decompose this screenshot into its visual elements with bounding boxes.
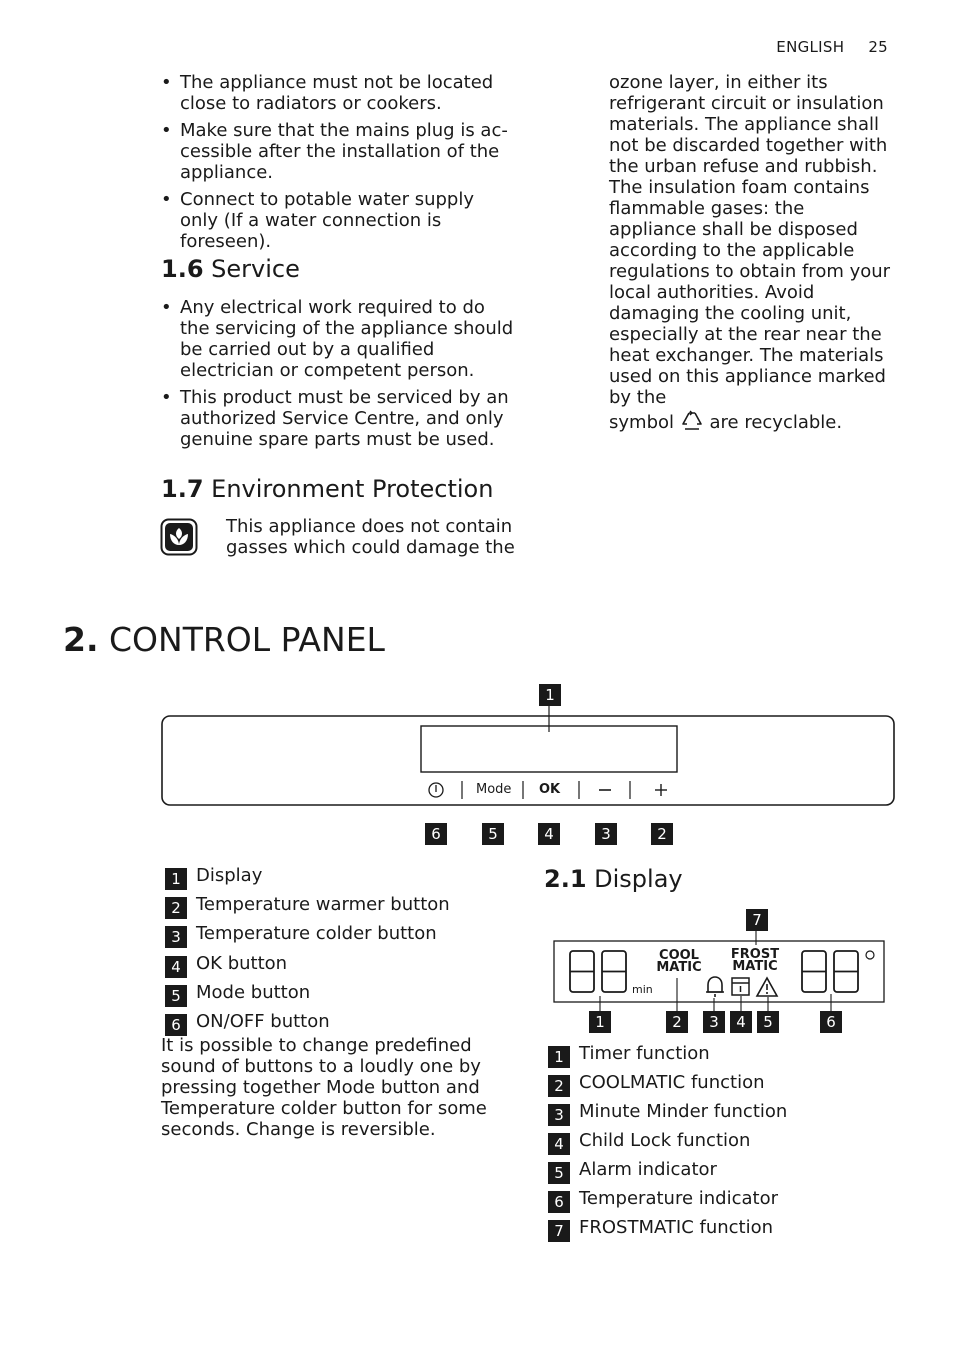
legend-number: 7	[548, 1220, 570, 1242]
legend-item	[165, 1011, 515, 1037]
page-header	[752, 38, 888, 56]
legend-item	[165, 923, 515, 949]
callout-badge: 2	[666, 1011, 688, 1033]
degree-icon	[866, 951, 874, 959]
min-label: min	[632, 983, 653, 996]
panel-display-window	[421, 726, 677, 772]
legend-item	[165, 894, 515, 920]
display-legend-item	[548, 1217, 898, 1243]
symbol-suffix: are recyclable.	[709, 412, 843, 433]
callout-badge: 2	[651, 823, 673, 845]
legend-number: 5	[548, 1162, 570, 1184]
callout-badge: 5	[482, 823, 504, 845]
display-heading-number: 2.1	[544, 865, 587, 893]
display-legend-item	[548, 1101, 898, 1127]
frostmatic-line2: MATIC	[732, 959, 778, 974]
legend-number: 2	[548, 1075, 570, 1097]
plus-icon	[655, 784, 667, 796]
callout-badge: 3	[595, 823, 617, 845]
callout-badge: 1	[539, 684, 561, 706]
coolmatic-line1: COOL	[659, 948, 699, 963]
recycling-paragraph: ozone layer, in either its refrigerant circuit or insulation materials. The appliance shall not be discarded together with the urban refuse and rubbish. The insulation foam contains flammable gases: the appliance shall be disposed according to the applicable regulations to obtain from your local authorities. Avoid damaging the cooling unit, especially at the rear near the heat exchanger. The materials used on this appliance marked by the	[609, 72, 891, 408]
power-icon	[429, 783, 443, 797]
frostmatic-line1: FROST	[730, 947, 780, 962]
legend-label: OK button	[196, 953, 288, 974]
callout-badge: 1	[589, 1011, 611, 1033]
callout-badge: 5	[757, 1011, 779, 1033]
legend-number: 6	[548, 1191, 570, 1213]
legend-label: Temperature colder button	[196, 923, 437, 944]
legend-item	[165, 953, 515, 979]
legend-item	[165, 982, 515, 1008]
environment-heading-number: 1.7	[161, 475, 204, 503]
display-legend-item	[548, 1072, 898, 1098]
environment-text: This appliance does not contain gasses which could damage the	[226, 516, 515, 558]
callout-badge: 3	[703, 1011, 725, 1033]
legend-number: 1	[165, 868, 187, 890]
timer-digits	[570, 951, 626, 992]
legend-number: 2	[165, 897, 187, 919]
bullet-item: • Any electrical work required to do the servicing of the appliance should be carried out by a qualified electrician or competent person.	[161, 297, 516, 381]
callout-lines	[600, 930, 831, 1011]
legend-label: Temperature warmer button	[196, 894, 450, 915]
alarm-icon	[757, 978, 777, 996]
legend-label: Temperature indicator	[579, 1188, 778, 1209]
environment-heading	[161, 475, 493, 503]
legend-number: 6	[165, 1014, 187, 1036]
legend-label: ON/OFF button	[196, 1011, 330, 1032]
legend-number: 3	[165, 926, 187, 948]
recycle-icon	[680, 410, 704, 432]
display-legend-item	[548, 1159, 898, 1185]
service-heading-title: Service	[211, 255, 300, 283]
service-heading	[161, 255, 300, 283]
legend-number: 3	[548, 1104, 570, 1126]
legend-item	[165, 865, 515, 891]
child-lock-icon	[732, 978, 749, 995]
service-heading-number: 1.6	[161, 255, 204, 283]
legend-label: Display	[196, 865, 263, 886]
display-legend-item	[548, 1130, 898, 1156]
symbol-prefix: symbol	[609, 412, 675, 433]
installation-bullets	[161, 72, 516, 258]
legend-number: 5	[165, 985, 187, 1007]
bullet-item: • Make sure that the mains plug is accessible after the installation of the appliance.	[161, 120, 516, 183]
legend-number: 4	[165, 956, 187, 978]
mode-button-label: Mode	[476, 782, 512, 797]
callout-badge: 6	[425, 823, 447, 845]
recycling-text	[609, 72, 897, 433]
sound-note: It is possible to change predefined sound of buttons to a loudly one by pressing together Mode button and Temperature colder button for some seconds. Change is reversible.	[161, 1035, 487, 1140]
legend-label: Minute Minder function	[579, 1101, 788, 1122]
callout-badge: 4	[730, 1011, 752, 1033]
legend-label: Timer function	[579, 1043, 710, 1064]
bullet-item: • Connect to potable water supply only (If a water connection is foreseen).	[161, 189, 516, 252]
control-panel-outline	[162, 716, 894, 805]
callout-badge: 7	[746, 909, 768, 931]
legend-label: FROSTMATIC function	[579, 1217, 774, 1238]
environment-icon	[160, 518, 198, 556]
legend-label: Mode button	[196, 982, 311, 1003]
temperature-digits	[802, 951, 858, 992]
legend-label: Child Lock function	[579, 1130, 751, 1151]
legend-label: Alarm indicator	[579, 1159, 717, 1180]
bullet-item: • This product must be serviced by an authorized Service Centre, and only genuine spare parts must be used.	[161, 387, 516, 450]
display-heading	[544, 865, 683, 893]
lcd-outline	[554, 941, 884, 1002]
callout-badge: 4	[538, 823, 560, 845]
callout-badge: 6	[820, 1011, 842, 1033]
bell-icon	[706, 977, 724, 997]
header-page-number: 25	[868, 38, 888, 56]
coolmatic-line2: MATIC	[656, 960, 702, 975]
chapter-heading	[63, 621, 385, 659]
coolmatic-label	[655, 950, 703, 974]
environment-heading-title: Environment Protection	[211, 475, 494, 503]
service-bullets	[161, 297, 516, 456]
chapter-title: CONTROL PANEL	[109, 620, 385, 659]
legend-number: 4	[548, 1133, 570, 1155]
bullet-item: • The appliance must not be located close to radiators or cookers.	[161, 72, 516, 114]
frostmatic-label	[729, 949, 781, 973]
display-legend-item	[548, 1188, 898, 1214]
ok-button-label: OK	[539, 782, 561, 797]
legend-number: 1	[548, 1046, 570, 1068]
chapter-number: 2.	[63, 620, 99, 659]
header-language: ENGLISH	[776, 38, 845, 56]
display-heading-title: Display	[594, 865, 683, 893]
legend-label: COOLMATIC function	[579, 1072, 765, 1093]
display-legend-item	[548, 1043, 898, 1069]
